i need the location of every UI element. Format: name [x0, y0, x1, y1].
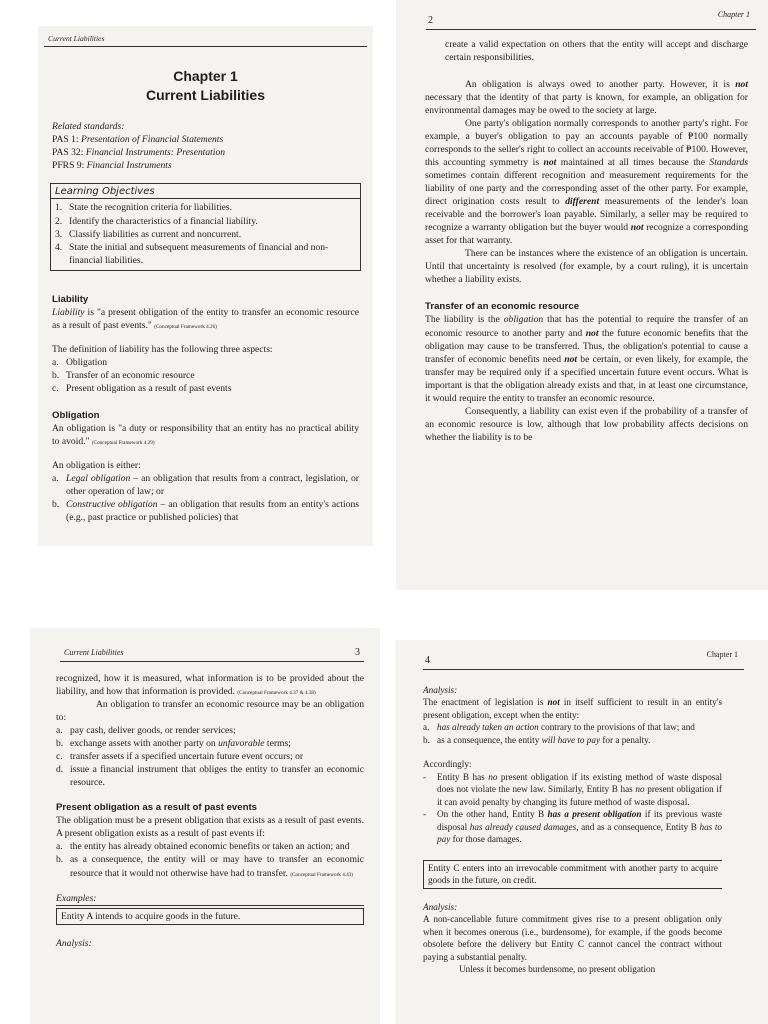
page-2	[396, 0, 768, 590]
objective-text: Classify liabilities as current and noncurrent.	[69, 228, 242, 240]
list-item	[56, 853, 364, 879]
list-text: the entity has already obtained economic benefits or taken an action; and	[70, 841, 350, 853]
paragraph: create a valid expectation on others that the entity will accept and discharge certain responsibilities.	[445, 38, 748, 63]
text-run: that has the potential to require the transfer of an economic resource to another party and	[425, 314, 749, 339]
list-item	[56, 737, 364, 750]
definition-text: is "a present obligation of the entity to transfer an economic resource as a result of past events."	[52, 306, 359, 331]
standard-code: PAS 32:	[52, 146, 86, 158]
text-run: Entity B has	[437, 771, 489, 782]
related-standards	[52, 120, 359, 172]
text-run: The liability is the	[425, 314, 504, 326]
page-body	[425, 38, 748, 444]
section-heading: Liability	[52, 293, 89, 305]
page-1	[38, 26, 373, 546]
bullet-item	[423, 808, 722, 846]
defined-term: Constructive obligation	[66, 499, 158, 511]
list-marker: 4.	[55, 241, 63, 253]
paragraph: A non-cancellable future commitment gives rise to a present obligation only when it becomes onerous (i.e., burdensome), for example, if the goods become obsolete before the delivery but Entity C cannot cancel the contract without paying a substantial penalty.	[423, 914, 722, 962]
learning-objectives-title: Learning Objectives	[51, 184, 360, 200]
citation: (Conceptual Framework 4.37 & 4.38)	[237, 689, 316, 696]
text-run: One party's obligation normally corresponds to another party's right. For example, a buyer's obligation to pay an accounts payable of ₱100 normally corresponds to the seller's right to collect an accounts receivable of ₱100. However, this accounting symmetry is	[425, 117, 748, 168]
example-box: Entity C enters into an irrevocable commitment with another party to acquire goods in the future, on credit.	[423, 860, 722, 889]
list-marker: b.	[52, 499, 60, 511]
paragraph	[56, 672, 364, 698]
objective-text: State the initial and subsequent measurements of financial and non-financial liabilities.	[69, 241, 329, 266]
paragraph: An obligation is either:	[52, 460, 141, 472]
list-item	[52, 498, 359, 524]
list-text: as a consequence, the entity	[437, 734, 542, 745]
emphasis: has a present obligation	[547, 809, 642, 820]
list-marker: d.	[56, 764, 64, 776]
analysis-label: Analysis:	[56, 937, 92, 949]
bullet-item	[423, 771, 722, 809]
running-head	[44, 34, 367, 47]
emphasis: not	[585, 327, 599, 339]
list-marker: a.	[52, 356, 59, 368]
list-marker: 3.	[55, 228, 63, 240]
section-heading: Obligation	[52, 410, 100, 422]
list-item	[423, 734, 722, 747]
running-head-text: Current Liabilities	[64, 648, 124, 657]
emphasis: no	[635, 784, 645, 795]
list-text: for a penalty.	[600, 734, 651, 745]
list-text: issue a financial instrument that obliges the entity to transfer an economic resource.	[70, 764, 364, 789]
list-marker: b.	[52, 369, 60, 381]
list-item	[56, 724, 364, 737]
emphasis: different	[565, 196, 600, 208]
paragraph: Unless it becomes burdensome, no present obligation	[459, 964, 656, 975]
obligation-definition	[52, 422, 359, 448]
text-run: necessary that the identity of that party is known, for example, an obligation for environmental damages may be owed to the society at large.	[425, 91, 748, 116]
emphasis: not	[564, 353, 578, 365]
running-head-text: Chapter 1	[706, 650, 738, 659]
chapter-number: Chapter 1	[173, 68, 238, 85]
paragraph: An obligation to transfer an economic resource may be an obligation to:	[56, 698, 364, 724]
list-item	[52, 356, 359, 369]
citation: (Conceptual Framework 4.43)	[290, 871, 353, 878]
page-body	[56, 672, 364, 950]
paragraph: The definition of liability has the following three aspects:	[52, 343, 273, 355]
running-head	[60, 648, 364, 662]
emphasis: has already taken an action	[437, 722, 539, 733]
text-run: maintained at all times because the	[556, 156, 710, 168]
text-run: if its previous waste disposal	[437, 809, 722, 832]
standard-code: PAS 1:	[52, 133, 81, 145]
list-text: transfer assets if a specified uncertain future event occurs; or	[70, 751, 304, 763]
section-heading: Present obligation as a result of past events	[56, 802, 257, 814]
list-text: as a consequence, the entity will or may have to transfer an economic resource that it would not otherwise have had to transfer.	[70, 854, 364, 879]
text-run: On the other hand, Entity B	[437, 809, 548, 820]
list-text: – an obligation that results from a contract, legislation, or other operation of law; or	[66, 473, 359, 498]
list-item	[56, 750, 364, 763]
paragraph: Accordingly:	[423, 759, 472, 770]
list-marker: 2.	[55, 215, 63, 227]
bullet-icon: -	[423, 771, 427, 782]
analysis-label: Analysis:	[423, 684, 458, 695]
learning-objectives-list	[51, 199, 360, 266]
list-text: contrary to the provisions of that law; and	[538, 722, 695, 733]
objective-item	[55, 201, 356, 214]
list-item	[52, 382, 359, 395]
paragraph	[425, 117, 748, 247]
list-marker: a.	[56, 841, 63, 853]
list-item	[56, 840, 364, 853]
emphasis: Standards	[709, 156, 748, 168]
text-run: The enactment of legislation is	[423, 697, 548, 708]
citation: (Conceptual Framework 4.26)	[154, 323, 217, 330]
list-text: Present obligation as a result of past events	[66, 382, 232, 394]
standard-item	[52, 133, 359, 146]
list-item	[56, 763, 364, 789]
text-run: recognize a corresponding asset for that warranty.	[425, 222, 748, 247]
related-standards-label: Related standards:	[52, 120, 125, 132]
objective-text: Identify the characteristics of a financial liability.	[69, 215, 258, 227]
chapter-title: Current Liabilities	[145, 86, 266, 103]
emphasis: will have to pay	[541, 734, 601, 745]
page-3	[30, 628, 380, 1024]
examples-label: Examples:	[56, 892, 364, 906]
emphasis: not	[547, 697, 560, 708]
example-box: Entity A intends to acquire goods in the future.	[56, 908, 364, 925]
running-head-text: Current Liabilities	[48, 34, 105, 43]
text-run: be certain, or even likely, for example, the transfer may be required only if a specified uncertain future event occurs. What is important is that the obligation already exists and that, in at least one circumstance, it would require the entity to transfer an economic resource.	[425, 353, 748, 404]
page-4	[395, 640, 768, 1024]
emphasis: not	[735, 78, 748, 90]
list-marker: 1.	[55, 202, 63, 214]
running-head-text: Chapter 1	[717, 10, 750, 19]
running-head	[426, 10, 756, 30]
emphasis: obligation	[503, 314, 544, 326]
paragraph	[423, 696, 722, 721]
standard-code: PFRS 9:	[52, 159, 87, 171]
list-marker: a.	[56, 725, 63, 737]
list-marker: b.	[423, 734, 430, 745]
paragraph: There can be instances where the existence of an obligation is uncertain. Until that uncertainty is resolved (for example, by a court ruling), it is uncertain whether a liability exists.	[425, 248, 748, 286]
list-marker: c.	[56, 751, 63, 763]
list-text: Obligation	[66, 356, 108, 368]
standard-name: Presentation of Financial Statements	[80, 133, 224, 145]
liability-section	[52, 293, 359, 525]
emphasis: not	[543, 156, 557, 168]
liability-definition	[52, 306, 359, 332]
text-run: recognized, how it is measured, what information is to be provided about the liability, and how that information is provided.	[56, 672, 364, 697]
learning-objectives-box	[50, 183, 361, 271]
paragraph: The obligation must be a present obligation that exists as a result of past events. A present obligation exists as a result of past events if:	[56, 815, 364, 840]
list-text: pay cash, deliver goods, or render services;	[70, 725, 236, 737]
text-run: sometimes contain different recognition and measurement requirements for the liability of one party and the corresponding asset of the other party. For example, direct origination costs result to	[425, 170, 748, 208]
objective-item	[55, 241, 356, 267]
page-number: 4	[425, 655, 430, 666]
emphasis: has to pay	[437, 821, 722, 845]
list-item	[52, 472, 359, 498]
chapter-heading	[38, 67, 373, 103]
text-run: present obligation if it can avoid penalty by changing its future method of waste disposal.	[437, 784, 722, 807]
standard-name: Financial Instruments: Presentation	[85, 146, 226, 158]
list-marker: b.	[56, 738, 64, 750]
list-text: terms;	[264, 738, 291, 750]
emphasis: has already caused damages	[469, 821, 577, 832]
analysis-label: Analysis:	[423, 901, 458, 912]
text-run: An obligation is always owed to another party. However, it is	[465, 78, 736, 90]
definition-text: An obligation is "a duty or responsibility that an entity has no practical ability to avoid."	[52, 423, 359, 448]
text-run: measurements of the lender's loan receivable and the borrower's loan payable. Similarly, a seller may be required to recognize a warranty obligation but the buyer would	[425, 196, 748, 234]
list-marker: c.	[52, 382, 59, 394]
standard-name: Financial Instruments	[86, 159, 172, 171]
emphasis: no	[488, 771, 498, 782]
text-run: the future economic benefits that the obligation may cause to be transferred. Thus, the obligation's potential to cause a transfer of economic benefits need	[425, 327, 748, 365]
paragraph: Consequently, a liability can exist even if the probability of a transfer of an economic resource is low, although that low probability affects decisions on whether the liability is to be	[425, 405, 748, 443]
defined-term: Liability	[52, 306, 85, 318]
bullet-icon: -	[423, 809, 427, 820]
emphasis: unfavorable	[218, 738, 265, 750]
running-head	[423, 650, 744, 670]
objective-item	[55, 215, 356, 228]
list-text: – an obligation that results from an entity's actions (e.g., past practice or published policies) that	[66, 499, 360, 524]
text-run: in itself sufficient to result in an entity's present obligation, except when the entity:	[423, 697, 722, 720]
paragraph	[425, 313, 748, 404]
list-text: exchange assets with another party on	[70, 738, 219, 750]
defined-term: Legal obligation	[66, 473, 131, 485]
objective-item	[55, 228, 356, 241]
text-run: , and as a consequence, Entity B	[576, 821, 700, 832]
text-run: present obligation if its existing method of waste disposal does not violate the new law. Similarly, Entity B has	[437, 771, 722, 795]
page-body	[423, 684, 722, 976]
list-text: Transfer of an economic resource	[66, 369, 195, 381]
emphasis: not	[630, 222, 644, 234]
list-item	[52, 369, 359, 382]
list-item	[423, 721, 722, 734]
text-run: for those damages.	[450, 834, 522, 845]
citation: (Conceptual Framework 4.29)	[91, 440, 155, 447]
standard-item	[52, 159, 359, 172]
list-marker: a.	[52, 473, 59, 485]
standard-item	[52, 146, 359, 159]
paragraph	[425, 78, 748, 117]
page-number: 3	[355, 647, 360, 658]
list-marker: a.	[423, 722, 430, 733]
page-number: 2	[428, 15, 433, 26]
objective-text: State the recognition criteria for liabilities.	[69, 202, 233, 214]
section-heading: Transfer of an economic resource	[425, 301, 580, 313]
list-marker: b.	[56, 854, 64, 866]
